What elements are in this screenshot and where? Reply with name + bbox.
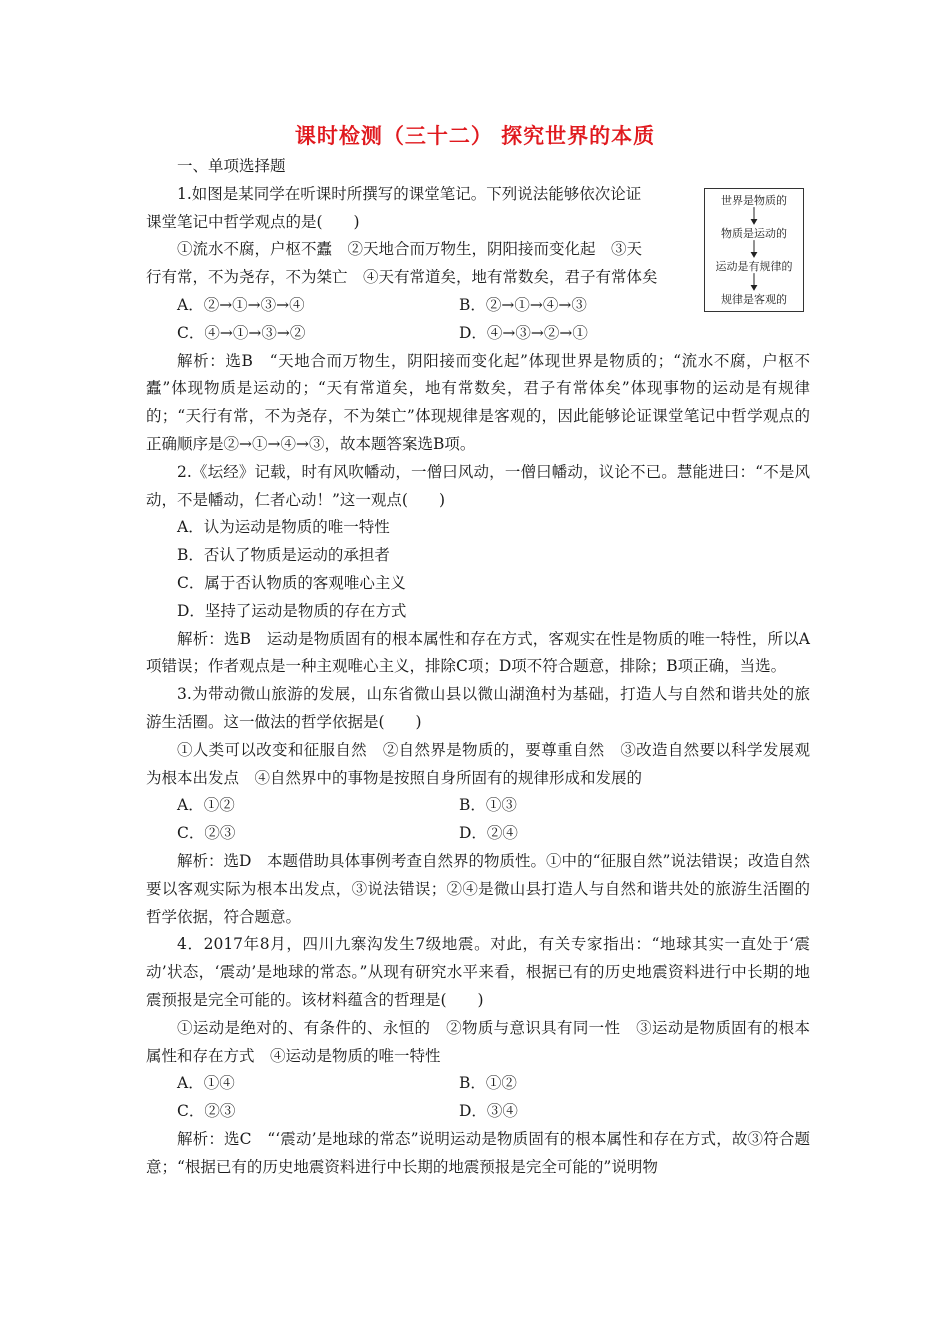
q4-option-a: A．①④ bbox=[177, 1074, 235, 1093]
flowchart-node-3: 运动是有规律的 bbox=[715, 260, 793, 273]
q4-options-row2 bbox=[146, 1098, 810, 1126]
q3-option-b: B．①③ bbox=[459, 796, 517, 815]
q4-option-c: C．②③ bbox=[177, 1102, 236, 1121]
q1-option-c: C．④→①→③→② bbox=[177, 323, 306, 342]
q2-stem: 2.《坛经》记载，时有风吹幡动，一僧曰风动，一僧曰幡动，议论不已。慧能进曰：“不是风动，不是幡动，仁者心动！”这一观点( ) bbox=[146, 462, 810, 509]
q1-option-a: A．②→①→③→④ bbox=[177, 295, 305, 314]
q2-analysis: 解析：选B 运动是物质固有的根本属性和存在方式，客观实在性是物质的唯一特性，所以A项错误；作者观点是一种主观唯心主义，排除C项；D项不符合题意，排除；B项正确，当选。 bbox=[146, 629, 810, 676]
flowchart-node-4: 规律是客观的 bbox=[721, 293, 787, 306]
q3-option-d: D．②④ bbox=[459, 824, 518, 843]
q4-option-d: D．③④ bbox=[459, 1102, 518, 1121]
q2-option-d: D．坚持了运动是物质的存在方式 bbox=[177, 601, 407, 620]
q4-option-b: B．①② bbox=[459, 1074, 517, 1093]
flowchart-node-2: 物质是运动的 bbox=[721, 227, 787, 240]
q2-option-c: C．属于否认物质的客观唯心主义 bbox=[177, 573, 406, 592]
q4-options-row1 bbox=[146, 1070, 810, 1098]
page-title: 课时检测（三十二） 探究世界的本质 bbox=[294, 124, 656, 148]
q2-option-a: A．认为运动是物质的唯一特性 bbox=[177, 518, 390, 537]
q1-stem-line1: 1.如图是某同学在听课时所撰写的课堂笔记。下列说法能够依次论证 bbox=[177, 184, 642, 203]
q3-option-c: C．②③ bbox=[177, 824, 236, 843]
q3-items: ①人类可以改变和征服自然 ②自然界是物质的，要尊重自然 ③改造自然要以科学发展观为根本出发点 ④自然界中的事物是按照自身所固有的规律形成和发展的 bbox=[146, 740, 810, 787]
q1-option-d: D．④→③→②→① bbox=[459, 323, 588, 342]
q1-analysis: 解析：选B “天地合而万物生，阴阳接而变化起”体现世界是物质的；“流水不腐，户枢不蠹”体现物质是运动的；“天有常道矣，地有常数矣，君子有常体矣”体现事物的运动是有规律的；“天行有常，不为尧存，不为桀亡”体现规律是客观的，因此能够论证课堂笔记中哲学观点的正确顺序是②→①→④→③，故本题答案选B项。 bbox=[146, 351, 810, 453]
q1-options-row1 bbox=[146, 292, 810, 320]
q3-options-row2 bbox=[146, 820, 810, 848]
question-content bbox=[146, 153, 810, 1181]
q1-stem-line2: 课堂笔记中哲学观点的是( ) bbox=[146, 212, 360, 231]
q3-stem: 3.为带动微山旅游的发展，山东省微山县以微山湖渔村为基础，打造人与自然和谐共处的旅游生活圈。这一做法的哲学依据是( ) bbox=[146, 685, 810, 731]
q4-items: ①运动是绝对的、有条件的、永恒的 ②物质与意识具有同一性 ③运动是物质固有的根本属性和存在方式 ④运动是物质的唯一特性 bbox=[146, 1018, 810, 1065]
q2-option-b: B．否认了物质是运动的承担者 bbox=[177, 546, 390, 565]
q1-options-row2 bbox=[146, 320, 810, 348]
q3-analysis: 解析：选D 本题借助具体事例考查自然界的物质性。①中的“征服自然”说法错误；改造自然要以客观实际为根本出发点，③说法错误；②④是微山县打造人与自然和谐共处的旅游生活圈的哲学依据，符合题意。 bbox=[146, 851, 810, 926]
q1-items-line1: ①流水不腐，户枢不蠹 ②天地合而万物生，阴阳接而变化起 ③天 bbox=[177, 240, 643, 259]
q3-options-row1 bbox=[146, 792, 810, 820]
q1-items-line2: 行有常，不为尧存，不为桀亡 ④天有常道矣，地有常数矣，君子有常体矣 bbox=[146, 268, 658, 287]
q1-option-b: B．②→①→④→③ bbox=[459, 295, 587, 314]
q3-option-a: A．①② bbox=[177, 796, 235, 815]
flowchart-node-1: 世界是物质的 bbox=[721, 194, 787, 207]
q4-analysis: 解析：选C “‘震动’是地球的常态”说明运动是物质固有的根本属性和存在方式，故③符合题意；“根据已有的历史地震资料进行中长期的地震预报是完全可能的”说明物 bbox=[146, 1129, 810, 1176]
section-heading: 一、单项选择题 bbox=[177, 157, 286, 175]
q4-stem: 4．2017年8月，四川九寨沟发生7级地震。对此，有关专家指出：“地球其实一直处于‘震动’状态，‘震动’是地球的常态。”从现有研究水平来看，根据已有的历史地震资料进行中长期的地震预报是完全可能的。该材料蕴含的哲理是( ) bbox=[146, 935, 810, 1009]
